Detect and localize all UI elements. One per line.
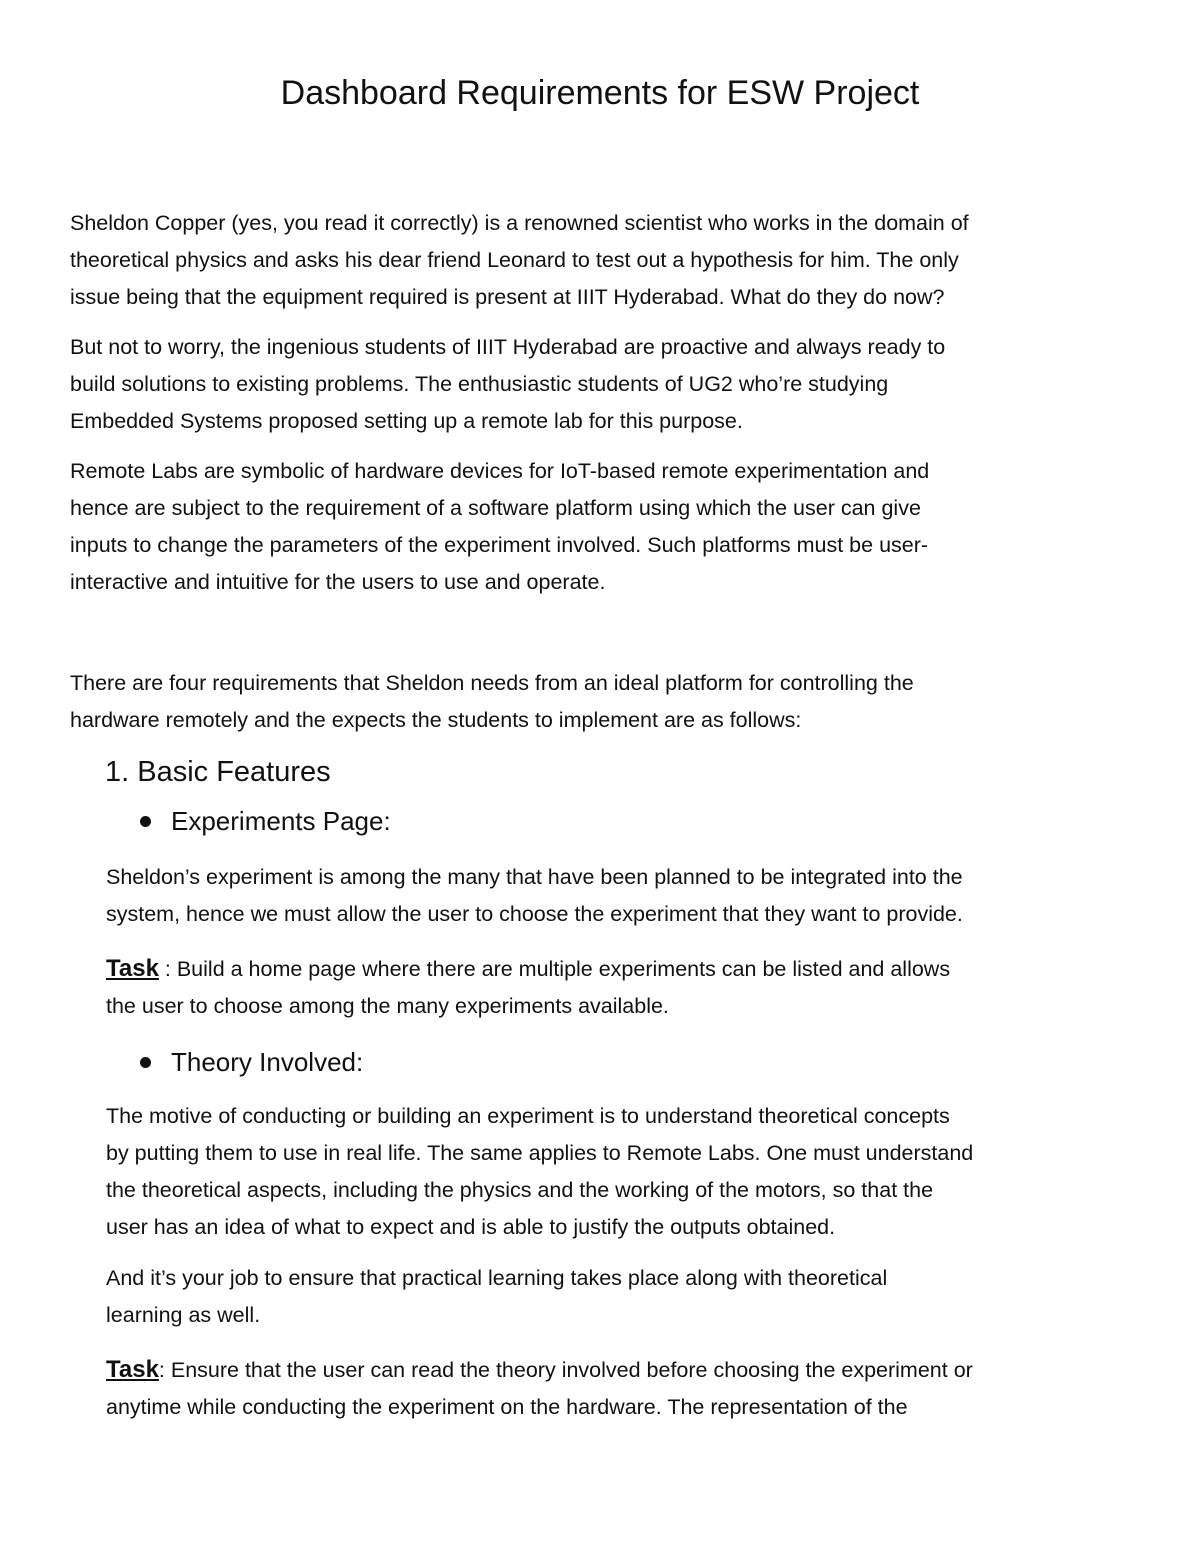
bullet-dot-icon: [140, 816, 151, 827]
intro-paragraph-1: [70, 205, 1140, 316]
paragraph-line: the theoretical aspects, including the physics and the working of the motors, so that the: [106, 1178, 934, 1202]
document-title: Dashboard Requirements for ESW Project: [280, 74, 920, 112]
task-line: [106, 950, 1146, 988]
task-line: [106, 1351, 1146, 1389]
bullet-heading: Experiments Page:: [171, 806, 391, 836]
intro-paragraph-3: [70, 453, 1140, 601]
experiments-paragraph: [106, 859, 1146, 933]
paragraph-line: issue being that the equipment required is present at IIIT Hyderabad. What do they do now?: [70, 285, 945, 309]
bullet-theory-involved: [140, 1047, 363, 1078]
paragraph-line: hardware remotely and the expects the students to implement are as follows:: [70, 708, 802, 732]
paragraph-line: The motive of conducting or building an experiment is to understand theoretical concepts: [106, 1104, 950, 1128]
intro-paragraph-4: [70, 665, 1140, 739]
section-heading: 1. Basic Features: [105, 756, 331, 788]
theory-task: [106, 1351, 1146, 1426]
paragraph-line: Embedded Systems proposed setting up a remote lab for this purpose.: [70, 409, 743, 433]
paragraph-line: And it’s your job to ensure that practical learning takes place along with theoretical: [106, 1266, 888, 1290]
paragraph-line: But not to worry, the ingenious students of IIIT Hyderabad are proactive and always ready to: [70, 335, 946, 359]
task-text: : Ensure that the user can read the theory involved before choosing the experiment or: [158, 1358, 973, 1382]
bullet-heading: Theory Involved:: [171, 1047, 364, 1077]
paragraph-line: Remote Labs are symbolic of hardware devices for IoT-based remote experimentation and: [70, 459, 930, 483]
bullet-experiments-page: [140, 806, 391, 837]
paragraph-line: build solutions to existing problems. The enthusiastic students of UG2 who’re studying: [70, 372, 889, 396]
experiments-task: [106, 950, 1146, 1025]
paragraph-line: interactive and intuitive for the users to use and operate.: [70, 570, 606, 594]
task-line: the user to choose among the many experiments available.: [106, 994, 669, 1018]
paragraph-line: hence are subject to the requirement of a software platform using which the user can give: [70, 496, 921, 520]
intro-paragraph-2: [70, 329, 1140, 440]
paragraph-line: system, hence we must allow the user to choose the experiment that they want to provide.: [106, 902, 963, 926]
paragraph-line: user has an idea of what to expect and is able to justify the outputs obtained.: [106, 1215, 836, 1239]
paragraph-line: by putting them to use in real life. The same applies to Remote Labs. One must understand: [106, 1141, 974, 1165]
paragraph-line: There are four requirements that Sheldon needs from an ideal platform for controlling the: [70, 671, 914, 695]
task-label: Task: [106, 955, 159, 982]
task-text: : Build a home page where there are multiple experiments can be listed and allows: [158, 957, 951, 981]
paragraph-line: theoretical physics and asks his dear friend Leonard to test out a hypothesis for him. The only: [70, 248, 959, 272]
paragraph-line: Sheldon’s experiment is among the many that have been planned to be integrated into the: [106, 865, 963, 889]
theory-paragraph-2: [106, 1260, 1146, 1334]
task-label: Task: [106, 1356, 159, 1383]
paragraph-line: inputs to change the parameters of the experiment involved. Such platforms must be user-: [70, 533, 929, 557]
bullet-dot-icon: [140, 1057, 151, 1068]
task-line: anytime while conducting the experiment on the hardware. The representation of the: [106, 1395, 908, 1419]
paragraph-line: learning as well.: [106, 1303, 261, 1327]
paragraph-line: Sheldon Copper (yes, you read it correctly) is a renowned scientist who works in the domain of: [70, 211, 969, 235]
theory-paragraph-1: [106, 1098, 1146, 1246]
